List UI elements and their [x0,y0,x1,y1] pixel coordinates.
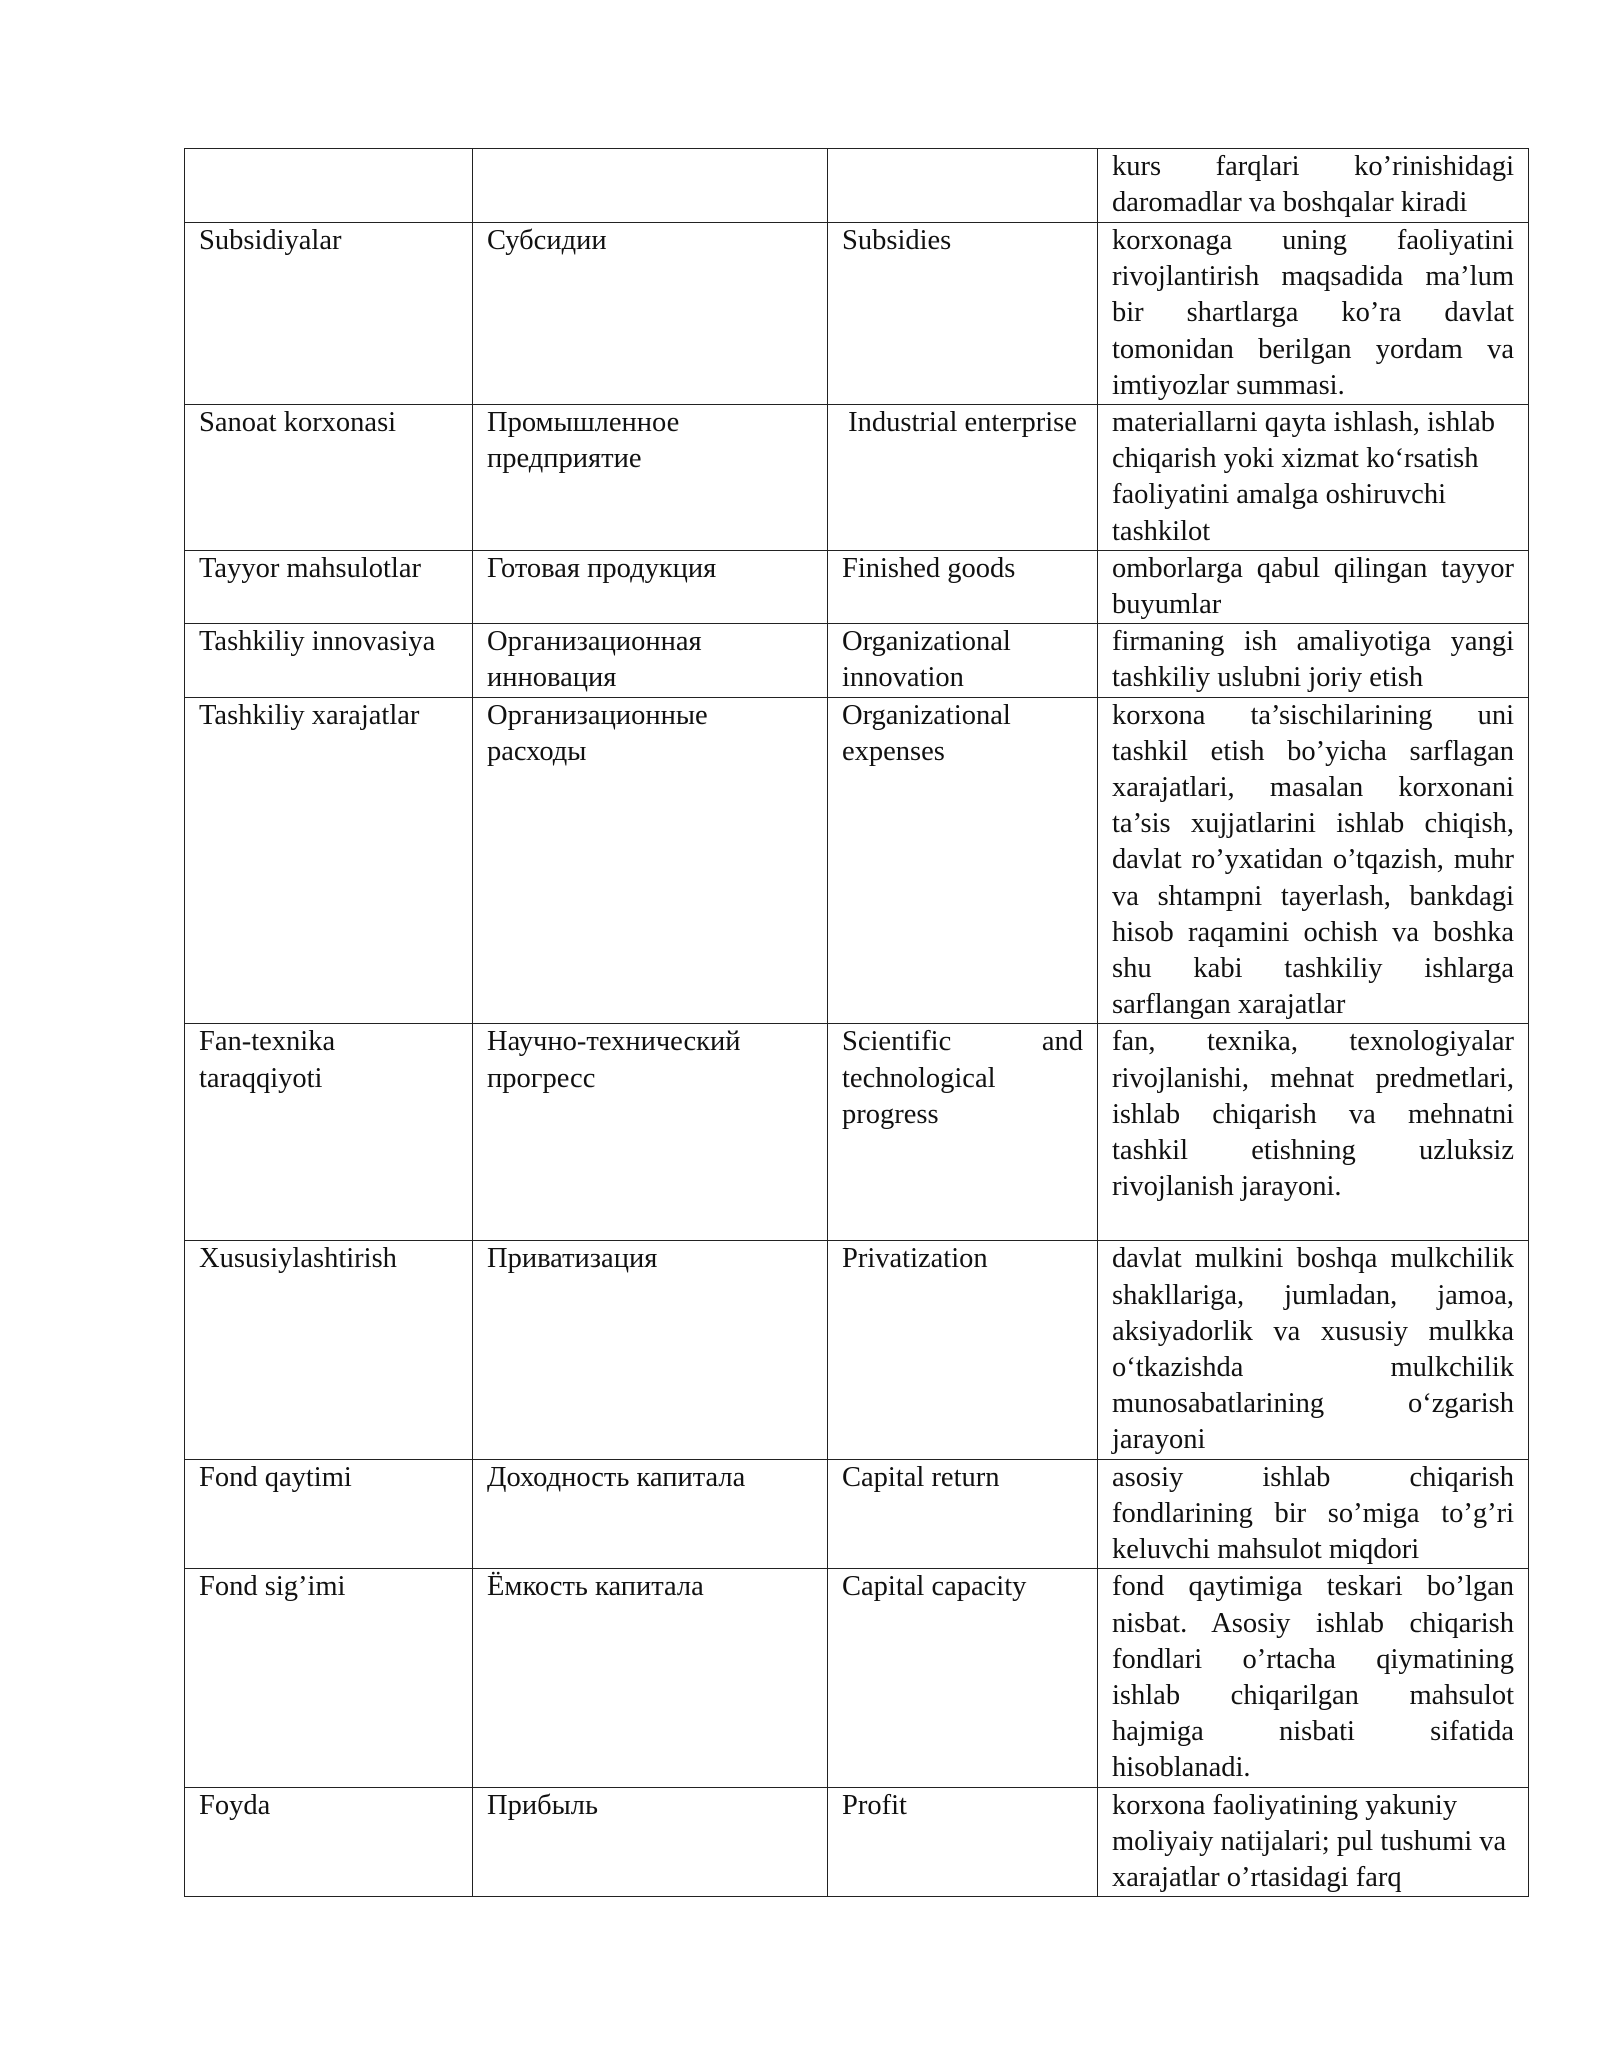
english-term-cell: Organizational innovation [828,624,1098,697]
table-row [185,697,1529,1024]
uzbek-term-cell: Fan-texnika taraqqiyoti [185,1024,473,1241]
definition-cell: fond qaytimiga teskari bo’lgan nisbat. Asosiy ishlab chiqarish fondlari o’rtacha qiymatining ishlab chiqarilgan mahsulot hajmiga nisbati sifatida hisoblanadi. [1098,1569,1529,1787]
russian-term-cell: Научно-технический прогресс [473,1024,828,1241]
definition-cell: korxonaga uning faoliyatini rivojlantirish maqsadida ma’lum bir shartlarga ko’ra davlat tomonidan berilgan yordam va imtiyozlar summasi. [1098,223,1529,405]
russian-term-cell: Субсидии [473,223,828,405]
russian-term-cell: Промышленное предприятие [473,405,828,551]
table-row [185,624,1529,697]
russian-term-cell: Прибыль [473,1787,828,1897]
table-row [185,1787,1529,1897]
uzbek-term-cell: Fond sig’imi [185,1569,473,1787]
uzbek-term-cell: Fond qaytimi [185,1459,473,1569]
table-row [185,1241,1529,1459]
russian-term-cell: Организационные расходы [473,697,828,1024]
russian-term-cell: Ёмкость капитала [473,1569,828,1787]
table-row [185,405,1529,551]
glossary-table [184,148,1529,1897]
uzbek-term-cell: Tayyor mahsulotlar [185,550,473,623]
english-term-cell [828,149,1098,223]
english-term-cell: Capital capacity [828,1569,1098,1787]
table-row [185,550,1529,623]
definition-cell: omborlarga qabul qilingan tayyor buyumlar [1098,550,1529,623]
english-term-cell: Capital return [828,1459,1098,1569]
definition-cell: asosiy ishlab chiqarish fondlarining bir so’miga to’g’ri keluvchi mahsulot miqdori [1098,1459,1529,1569]
definition-cell: materiallarni qayta ishlash, ishlab chiqarish yoki xizmat koʻrsatish faoliyatini amalga oshiruvchi tashkilot [1098,405,1529,551]
russian-term-cell: Организационная инновация [473,624,828,697]
definition-cell: firmaning ish amaliyotiga yangi tashkiliy uslubni joriy etish [1098,624,1529,697]
uzbek-term-cell: Tashkiliy xarajatlar [185,697,473,1024]
english-term-cell: Profit [828,1787,1098,1897]
english-term-cell: Organizational expenses [828,697,1098,1024]
definition-cell: fan, texnika, texnologiyalar rivojlanishi, mehnat predmetlari, ishlab chiqarish va mehnatni tashkil etishning uzluksiz rivojlanish jarayoni. [1098,1024,1529,1241]
english-term-cell: Scientific and technological progress [828,1024,1098,1241]
definition-cell: kurs farqlari ko’rinishidagi daromadlar va boshqalar kiradi [1098,149,1529,223]
russian-term-cell: Готовая продукция [473,550,828,623]
uzbek-term-cell: Tashkiliy innovasiya [185,624,473,697]
uzbek-term-cell: Subsidiyalar [185,223,473,405]
table-row [185,1459,1529,1569]
table-row [185,149,1529,223]
table-row [185,1024,1529,1241]
english-term-cell: Subsidies [828,223,1098,405]
table-row [185,1569,1529,1787]
russian-term-cell [473,149,828,223]
definition-cell: korxona ta’sischilarining uni tashkil etish bo’yicha sarflagan xarajatlari, masalan korxonani ta’sis xujjatlarini ishlab chiqish, davlat ro’yxatidan o’tqazish, muhr va shtampni tayerlash, bankdagi hisob raqamini ochish va boshka shu kabi tashkiliy ishlarga sarflangan xarajatlar [1098,697,1529,1024]
definition-cell: korxona faoliyatining yakuniy moliyaiy natijalari; pul tushumi va xarajatlar o’rtasidagi farq [1098,1787,1529,1897]
uzbek-term-cell: Xususiylashtirish [185,1241,473,1459]
russian-term-cell: Доходность капитала [473,1459,828,1569]
definition-cell: davlat mulkini boshqa mulkchilik shakllariga, jumladan, jamoa, aksiyadorlik va xususiy mulkka oʻtkazishda mulkchilik munosabatlarining oʻzgarish jarayoni [1098,1241,1529,1459]
uzbek-term-cell [185,149,473,223]
english-term-cell: Finished goods [828,550,1098,623]
russian-term-cell: Приватизация [473,1241,828,1459]
english-term-cell: Industrial enterprise [828,405,1098,551]
uzbek-term-cell: Foyda [185,1787,473,1897]
table-row [185,223,1529,405]
uzbek-term-cell: Sanoat korxonasi [185,405,473,551]
english-term-cell: Privatization [828,1241,1098,1459]
